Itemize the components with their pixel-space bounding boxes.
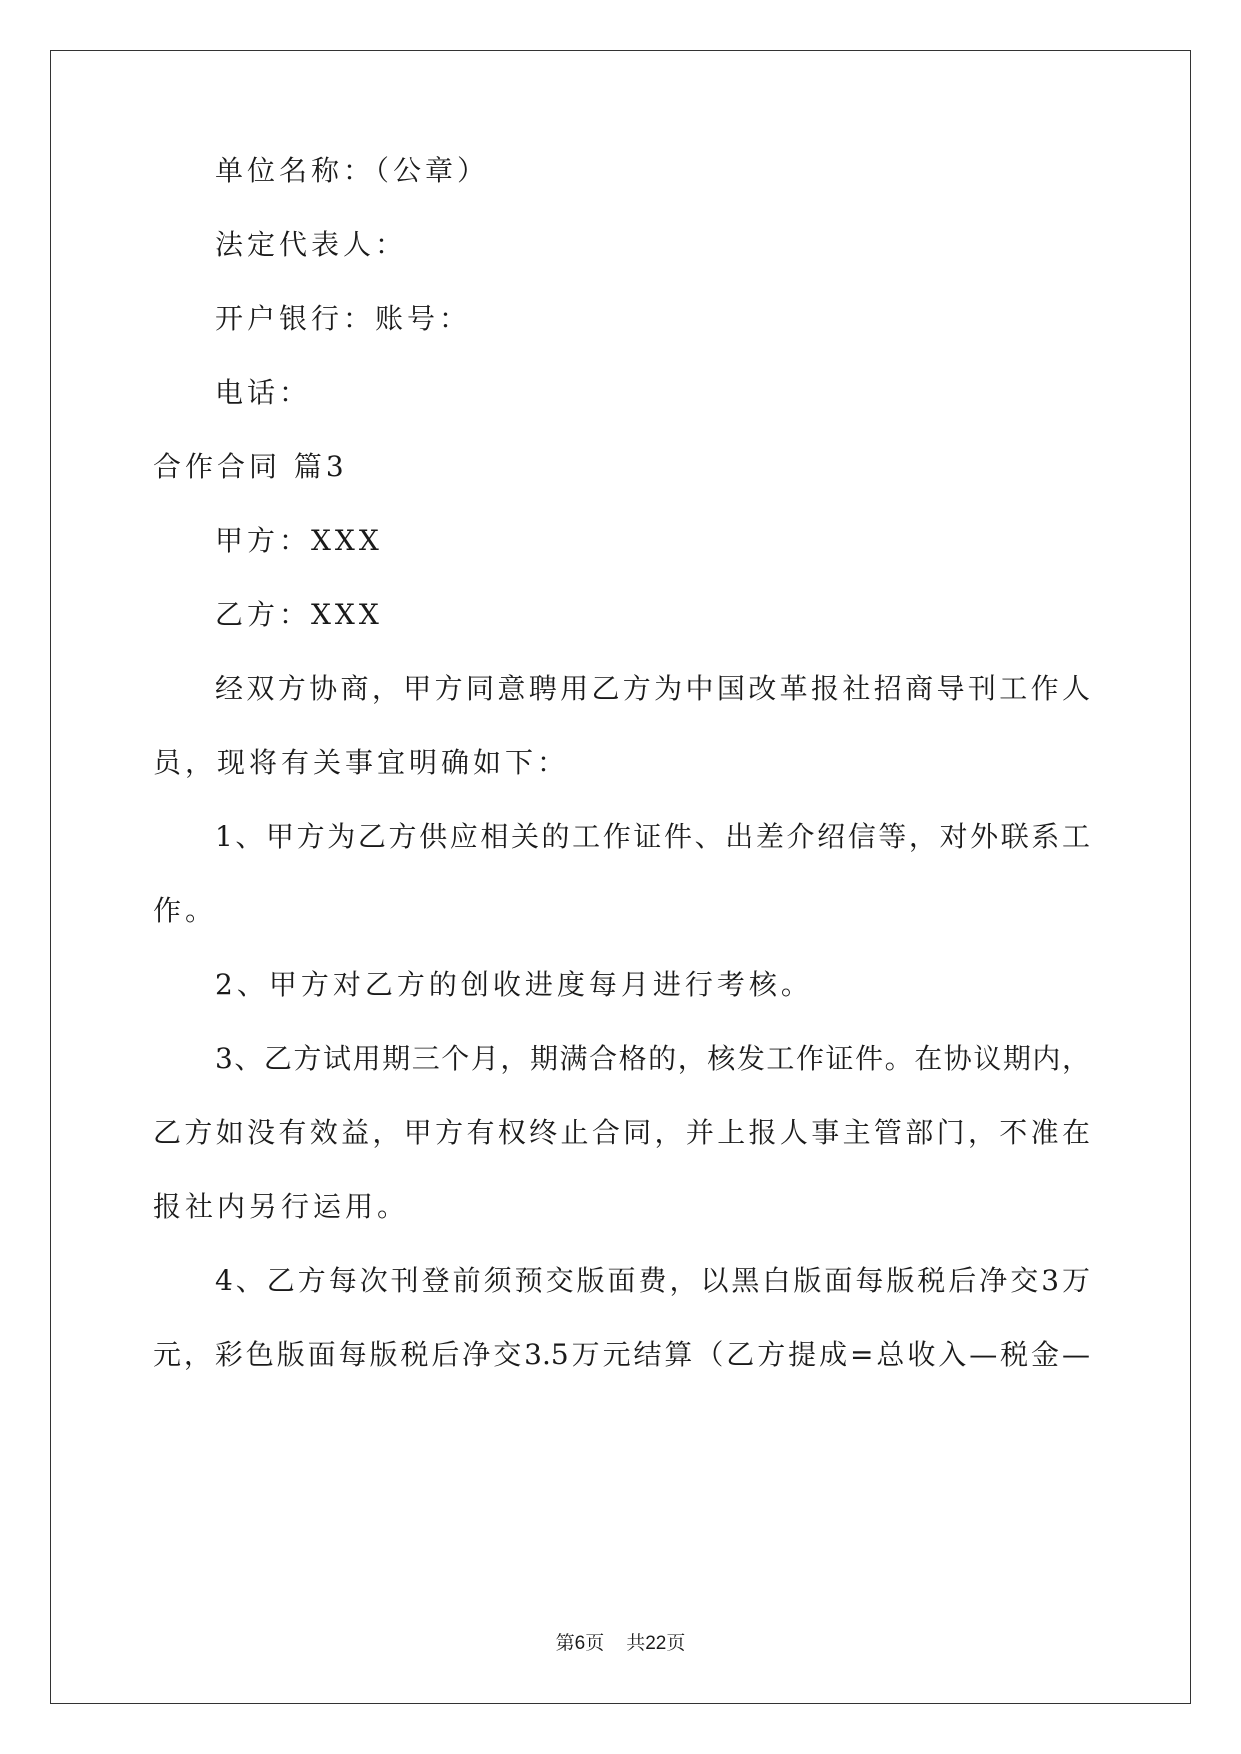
clause-4-line-2: 元，彩色版面每版税后净交3.5万元结算（乙方提成=总收入—税金—: [153, 1338, 1090, 1371]
clause-2-line-1: 2、甲方对乙方的创收进度每月进行考核。: [215, 968, 813, 1001]
paragraph-intro-line-1: 经双方协商，甲方同意聘用乙方为中国改革报社招商导刊工作人: [215, 672, 1090, 705]
footer-total-suffix: 页: [666, 1632, 686, 1654]
page-border: [50, 50, 1191, 1704]
clause-1-line-1: 1、甲方为乙方供应相关的工作证件、出差介绍信等，对外联系工: [215, 820, 1090, 853]
section-heading: 合作合同 篇3: [153, 450, 348, 483]
footer-page-total: 22: [645, 1633, 667, 1654]
paragraph-intro-line-2: 员，现将有关事宜明确如下：: [153, 746, 570, 779]
page-footer: [0, 1631, 1241, 1656]
clause-1-line-2: 作。: [153, 894, 218, 927]
text-line-bank-account: 开户银行：账号：: [215, 302, 472, 335]
footer-page-mid: 页: [585, 1632, 605, 1654]
clause-3-line-3: 报社内另行运用。: [153, 1190, 410, 1223]
footer-page-current: 6: [574, 1633, 586, 1654]
text-line-phone: 电话：: [215, 376, 312, 409]
text-line-party-b: 乙方：XXX: [215, 598, 383, 631]
text-line-legal-rep: 法定代表人：: [215, 228, 408, 261]
clause-3-line-1: 3、乙方试用期三个月，期满合格的，核发工作证件。在协议期内，: [215, 1042, 1090, 1075]
text-line-party-a: 甲方：XXX: [215, 524, 383, 557]
footer-page-prefix: 第: [555, 1632, 575, 1654]
clause-4-line-1: 4、乙方每次刊登前须预交版面费，以黑白版面每版税后净交3万: [215, 1264, 1090, 1297]
clause-3-line-2: 乙方如没有效益，甲方有权终止合同，并上报人事主管部门，不准在: [153, 1116, 1090, 1149]
text-line-unit-name: 单位名称：（公章）: [215, 154, 490, 187]
footer-total-prefix: 共: [626, 1632, 646, 1654]
